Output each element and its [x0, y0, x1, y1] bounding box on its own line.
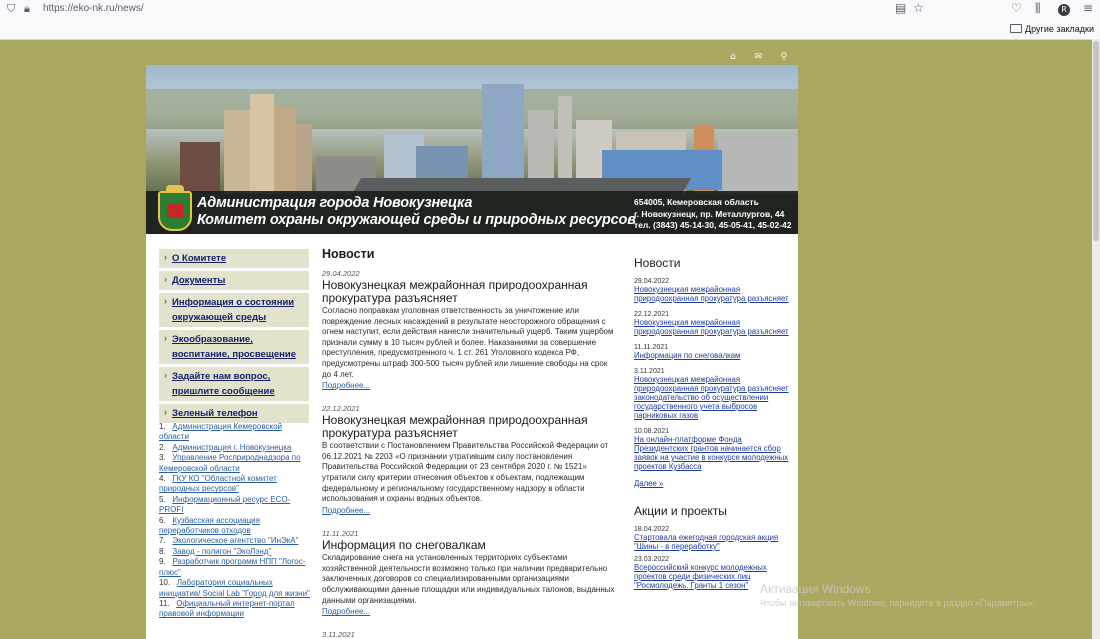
mail-icon[interactable]: ✉: [754, 52, 763, 62]
site-page: [146, 65, 798, 639]
banner-title-band: [146, 191, 798, 234]
list-item: 7. Экологическое агентство "ИнЭкА": [159, 536, 299, 546]
reader-view-icon[interactable]: ▤: [895, 1, 907, 15]
list-item: 2. Администрация г. Новокузнецка: [159, 442, 292, 452]
coat-of-arms-icon: [158, 191, 192, 231]
lock-icon[interactable]: 🔒︎: [24, 2, 30, 15]
search-icon[interactable]: ⚲: [780, 52, 788, 62]
news-item: [322, 630, 618, 639]
projects-heading: Акции и проекты: [634, 504, 727, 518]
news-date: 22.12.2021: [322, 404, 360, 414]
news-title[interactable]: Новокузнецкая межрайонная природоохранная прокуратура разъясняет: [322, 413, 588, 440]
list-item: 23.03.2022 Всероссийский конкурс молодежных проектов среди физических лиц "Росмолодежь. Гранты 1 сезон": [634, 556, 790, 590]
menu-icon[interactable]: ≡: [1083, 1, 1094, 15]
list-item: 8. Завод - полигон "ЭкоЛэнд": [159, 546, 272, 556]
news-link[interactable]: Информация по снеговалкам: [634, 351, 741, 360]
news-item: [322, 404, 618, 515]
sidebar-item-green-phone[interactable]: › Зеленый телефон: [159, 404, 309, 423]
news-link[interactable]: Новокузнецкая межрайонная природоохранная прокуратура разъясняет: [634, 318, 789, 336]
list-item: 22.12.2021 Новокузнецкая межрайонная природоохранная прокуратура разъясняет: [634, 311, 789, 336]
partner-link[interactable]: Информационный ресурс ECO-PROFI: [159, 494, 291, 515]
address-bar[interactable]: [0, 0, 1100, 17]
sidebar-news-heading: Новости: [634, 256, 681, 270]
scrollbar[interactable]: [1092, 39, 1100, 639]
windows-activation-watermark: Активация Windows Чтобы активировать Windows, перейдите в раздел «Параметры».: [760, 582, 1036, 608]
list-item: 11.11.2021 Информация по снеговалкам: [634, 344, 790, 360]
partner-links: [159, 422, 311, 620]
building: [296, 124, 312, 194]
list-item: 6. Кузбасская ассоциация переработчиков отходов: [159, 515, 260, 536]
list-item: 4. ГКУ КО "Областной комитет природных ресурсов": [159, 474, 277, 494]
building: [250, 94, 274, 194]
contact-address-street: г. Новокузнецк, пр. Металлургов, 44: [634, 209, 785, 219]
partner-link[interactable]: Лаборатория социальных инициатив/ Social Lab "Город для жизни": [159, 578, 310, 598]
org-title: Администрация города Новокузнецка: [197, 195, 473, 211]
news-date: 11.11.2021: [322, 528, 359, 538]
news-body: Согласно поправкам уголовная ответственность за уничтожение или повреждение лесных насаждений в результате неосторожного обращения с огнем наступит, если действия нанесли значительный ущерб. Таким ущербом признали сумму в 10 тысяч рублей и более. Наказаниями за совершение преступления, предусмотренного ч. 1 ст. 261 Уголовного кодекса РФ, предусмотрены штраф 300-500 тысяч рублей или лишение свободы на срок до 4 лет.: [322, 306, 614, 379]
partner-link[interactable]: ГКУ КО "Областной комитет природных ресурсов": [159, 474, 277, 494]
account-icon[interactable]: R: [1058, 1, 1070, 16]
partner-link[interactable]: Экологическое агентство "ИнЭкА": [172, 536, 299, 546]
sidebar-item-eco-education[interactable]: › Экообразование, воспитание, просвещение: [159, 330, 309, 364]
browser-toolbar: [0, 0, 1100, 40]
partner-link[interactable]: Официальный интернет-портал правовой информации: [159, 598, 295, 619]
partner-link[interactable]: Кузбасская ассоциация переработчиков отходов: [159, 515, 260, 536]
building: [224, 110, 250, 194]
scrollbar-thumb[interactable]: [1093, 41, 1099, 241]
library-icon[interactable]: ⫼: [1035, 1, 1041, 15]
partner-link[interactable]: Разработчик программ НПП "Логос-плюс": [159, 557, 306, 577]
url-text[interactable]: https://eko-nk.ru/news/: [43, 3, 144, 14]
main-news: [322, 247, 618, 639]
project-link[interactable]: Всероссийский конкурс молодежных проектов среди физических лиц "Росмолодежь. Гранты 1 сезон": [634, 563, 767, 590]
org-subtitle: Комитет охраны окружающей среды и природных ресурсов: [197, 212, 636, 228]
page-title: Новости: [322, 247, 375, 261]
folder-icon: [1010, 24, 1022, 33]
sidebar-item-environment-info[interactable]: › Информация о состоянии окружающей среды: [159, 293, 309, 327]
list-item: 9. Разработчик программ НПП "Логос-плюс": [159, 557, 306, 577]
sidebar-menu: [159, 249, 309, 426]
partner-link[interactable]: Администрация г. Новокузнецка: [172, 442, 292, 452]
list-item: 29.04.2022 Новокузнецкая межрайонная природоохранная прокуратура разъясняет: [634, 278, 789, 303]
list-item: 5. Информационный ресурс ECO-PROFI: [159, 494, 291, 515]
building: [274, 106, 296, 194]
top-icons: [726, 46, 798, 64]
news-link[interactable]: Новокузнецкая межрайонная природоохранная прокуратура разъясняет: [634, 285, 789, 303]
news-date: 29.04.2022: [322, 269, 360, 278]
contact-phones: тел. (3843) 45-14-30, 45-05-41, 45-02-42: [634, 220, 792, 230]
news-link[interactable]: На онлайн-платформе Фонда Президентских грантов начинается сбор заявок на участие в конкурсе молодежных проектов Кузбасса: [634, 435, 789, 471]
partner-link[interactable]: Завод - полигон "ЭкоЛэнд": [172, 546, 272, 556]
home-icon[interactable]: ⌂: [730, 52, 736, 62]
news-link[interactable]: Новокузнецкая межрайонная природоохранная прокуратура разъясняет законодательство об осуществлении государственного учета выбросов парниковых газов: [634, 375, 789, 420]
building: [180, 142, 220, 194]
read-more-link[interactable]: Подробнее...: [322, 381, 371, 391]
list-item: 10. Лаборатория социальных инициатив/ Social Lab "Город для жизни": [159, 578, 310, 598]
list-item: 1. Администрация Кемеровской области: [159, 422, 282, 442]
shield-icon[interactable]: ⛉: [7, 2, 16, 15]
news-body: В соответствии с Постановлением Правительства Российской Федерации от 06.12.2021 № 2203 «О признании утратившим силу постановления Правительства Российской Федерации от 23 сентября 2020 г. № 1521» утратили силу критерии отнесения объектов к объектам, подлежащим федеральному и региональному государственному надзору в области использования и охраны водных объектов.: [322, 441, 609, 504]
read-more-link[interactable]: Подробнее...: [322, 505, 371, 515]
news-item: [322, 529, 618, 616]
news-body: Складирование снега на установленных территориях субъектами хозяйственной деятельности возможно только при наличии предварительно заключенных договоров со специализированными организациями обслуживающими данные площадки или индивидуальных талонов, выданных данными организациями.: [322, 553, 615, 605]
news-item: [322, 269, 618, 390]
news-title[interactable]: Новокузнецкая межрайонная природоохранная прокуратура разъясняет: [322, 278, 588, 305]
list-item: 3.11.2021 Новокузнецкая межрайонная природоохранная прокуратура разъясняет законодательство об осуществлении государственного учета выбросов парниковых газов: [634, 368, 789, 420]
sidebar-item-ask-question[interactable]: › Задайте нам вопрос, пришлите сообщение: [159, 367, 309, 401]
other-bookmarks[interactable]: Другие закладки: [1010, 24, 1094, 34]
building: [718, 138, 798, 194]
partner-link[interactable]: Управление Росприроднадзора по Кемеровской области: [159, 453, 301, 473]
read-more-link[interactable]: Подробнее...: [322, 607, 371, 617]
news-title[interactable]: Информация по снеговалкам: [322, 537, 486, 552]
more-news-link[interactable]: Далее »: [634, 479, 664, 488]
pocket-icon[interactable]: ♡: [1011, 1, 1022, 15]
news-date: 3.11.2021: [322, 630, 355, 639]
list-item: 11. Официальный интернет-портал правовой информации: [159, 598, 295, 619]
header-banner: [146, 65, 798, 234]
list-item: 3. Управление Росприроднадзора по Кемеровской области: [159, 453, 301, 473]
list-item: 18.04.2022 Стартовала ежегодная городская акция "Шины - в переработку": [634, 526, 790, 551]
star-icon[interactable]: ☆: [913, 1, 924, 15]
sidebar-item-documents[interactable]: › Документы: [159, 271, 309, 290]
news-sidebar: [634, 256, 790, 598]
list-item: 10.08.2021 На онлайн-платформе Фонда Президентских грантов начинается сбор заявок на участие в конкурсе молодежных проектов Кузбасса: [634, 428, 789, 471]
contact-address-region: 654005, Кемеровская область: [634, 197, 759, 207]
project-link[interactable]: Стартовала ежегодная городская акция "Шины - в переработку": [634, 533, 779, 551]
sidebar-item-about[interactable]: › О Комитете: [159, 249, 309, 268]
partner-link[interactable]: Администрация Кемеровской области: [159, 422, 282, 442]
